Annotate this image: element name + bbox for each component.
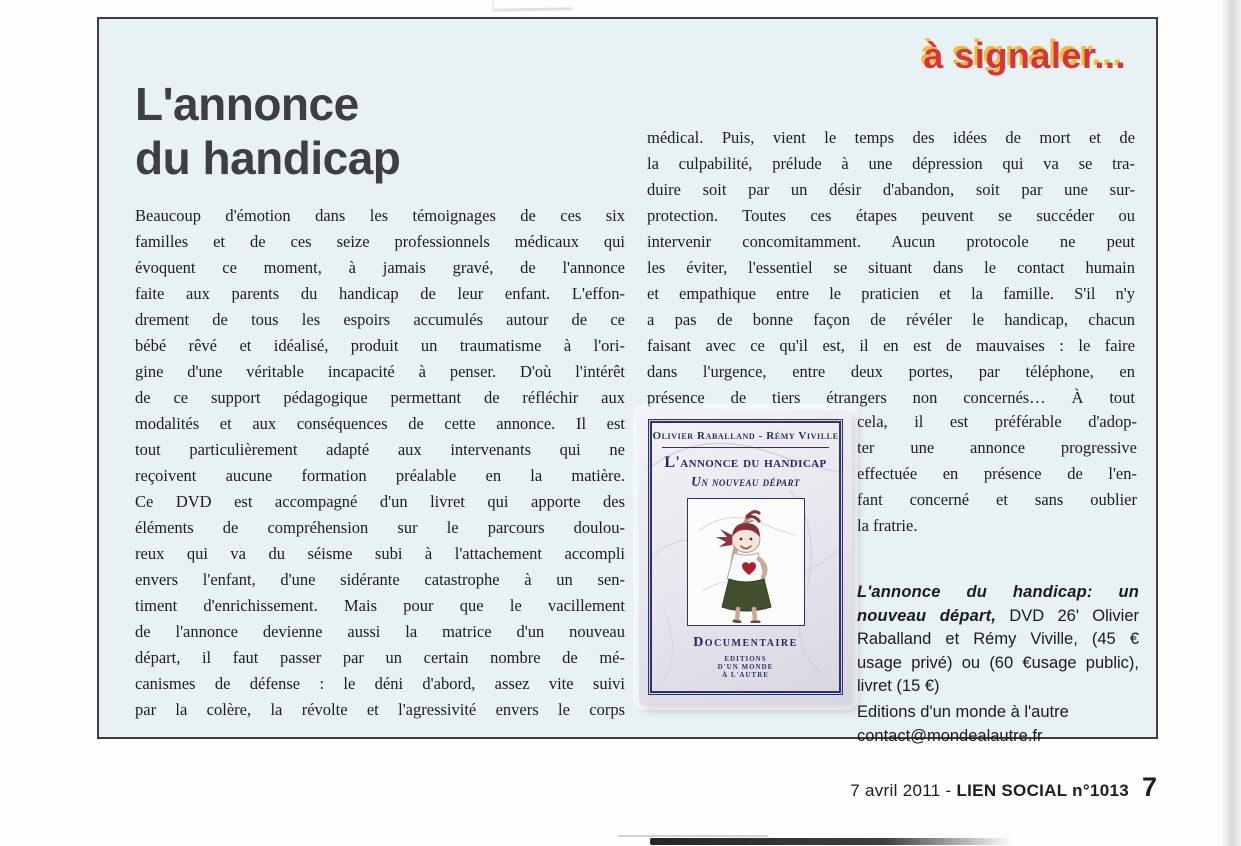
text-line: timent d'enrichissement. Mais pour que le vacillement bbox=[135, 596, 625, 615]
text-line: de ce support pédagogique permettant de réfléchir aux bbox=[135, 388, 625, 407]
text-line: cela, il est préférable d'adop- bbox=[857, 412, 1137, 431]
text-line: reçoivent aucune formation préalable en la matière. bbox=[135, 466, 625, 485]
text-line: protection. Toutes ces étapes peuvent se succéder ou bbox=[647, 206, 1135, 225]
dvd-authors: Olivier Raballand - Rémy Viville bbox=[652, 430, 839, 442]
text-line: fant concerné et sans oublier bbox=[857, 490, 1137, 509]
page-number: 7 bbox=[1141, 772, 1157, 802]
dvd-cover-image bbox=[639, 410, 852, 704]
text-line: la culpabilité, prélude à une dépression qui va se tra- bbox=[647, 154, 1135, 173]
page-footer bbox=[850, 772, 1157, 803]
right-column-wrapped bbox=[857, 409, 1137, 539]
right-column bbox=[647, 125, 1135, 411]
text-line: tout particulièrement adapté aux intervenants qui ne bbox=[135, 440, 625, 459]
text-line: a pas de bonne façon de révéler le handicap, chacun bbox=[647, 310, 1135, 329]
text-line: et empathique entre le praticien et la famille. S'il n'y bbox=[647, 284, 1135, 303]
text-line: familles et de ces seize professionnels médicaux qui bbox=[135, 232, 625, 251]
scan-artifact-line bbox=[618, 835, 768, 837]
text-line: canismes de défense : le déni d'abord, assez vite suivi bbox=[135, 674, 625, 693]
publisher-logo-line: D'UN MONDE bbox=[717, 663, 774, 671]
article-panel bbox=[97, 17, 1158, 745]
dvd-publisher-logo bbox=[718, 655, 774, 679]
caption-title: L'annonce du handicap: un nouveau départ, bbox=[857, 583, 1139, 625]
text-line: intervenir concomitamment. Aucun protocole ne peut bbox=[647, 232, 1135, 251]
dvd-subtitle: Un nouveau départ bbox=[691, 474, 800, 489]
text-line: départ, il faut passer par un certain nombre de mé- bbox=[135, 648, 625, 667]
caption-contact-email: contact@mondealautre.fr bbox=[857, 726, 1043, 745]
footer-magazine-title: LIEN SOCIAL n°1013 bbox=[956, 781, 1129, 800]
text-line: la fratrie. bbox=[857, 516, 918, 535]
scan-artifact-top bbox=[492, 0, 572, 12]
text-line: Ce DVD est accompagné d'un livret qui apporte des bbox=[135, 492, 625, 511]
dvd-title: L'annonce du handicap bbox=[664, 454, 827, 471]
article-title-line1: L'annonce bbox=[135, 78, 359, 130]
text-line: dans l'urgence, entre deux portes, par téléphone, en bbox=[647, 362, 1135, 381]
text-line: gine d'une véritable incapacité à penser. D'où l'intérêt bbox=[135, 362, 625, 381]
scan-artifact-bar bbox=[650, 838, 1012, 845]
caption-publisher: Editions d'un monde à l'autre bbox=[857, 702, 1069, 721]
scan-page-edge bbox=[1221, 0, 1241, 846]
text-line: reux qui va du séisme subi à l'attachement accompli bbox=[135, 544, 625, 563]
caption-details: DVD 26' Olivier Raballand et Rémy Viville, (45 € usage privé) ou (60 €usage public), livret (15 €) bbox=[857, 606, 1139, 695]
text-line: faite aux parents du handicap de leur enfant. L'effon- bbox=[135, 284, 625, 303]
text-line: duire soit par un désir d'abandon, soit par une sur- bbox=[647, 180, 1135, 199]
text-line: modalités et aux conséquences de cette annonce. Il est bbox=[135, 414, 625, 433]
text-line: effectuée en présence de l'en- bbox=[857, 464, 1137, 483]
caption-paragraph bbox=[857, 581, 1139, 699]
text-line: les éviter, l'essentiel se situant dans le contact humain bbox=[647, 258, 1135, 277]
section-header: à signaler... bbox=[923, 35, 1126, 76]
text-line: présence de tiers étrangers non concernés… À tout bbox=[647, 388, 1135, 407]
dvd-caption bbox=[857, 581, 1139, 748]
text-line: évoquent ce moment, à jamais gravé, de l'annonce bbox=[135, 258, 625, 277]
publisher-logo-line: EDITIONS bbox=[724, 655, 767, 663]
footer-separator: - bbox=[940, 781, 957, 800]
text-line: faisant avec ce qu'il est, il en est de mauvaises : le faire bbox=[647, 336, 1135, 355]
text-line: de l'annonce devienne aussi la matrice d'un nouveau bbox=[135, 622, 625, 641]
footer-date: 7 avril 2011 bbox=[850, 781, 941, 800]
dvd-genre-label: Documentaire bbox=[693, 635, 798, 650]
article-title-line2: du handicap bbox=[135, 132, 401, 184]
text-line: éléments de compréhension sur le parcours doulou- bbox=[135, 518, 625, 537]
text-line: médical. Puis, vient le temps des idées de mort et de bbox=[647, 128, 1135, 147]
text-line: drement de tous les espoirs accumulés autour de ce bbox=[135, 310, 625, 329]
divider-line bbox=[662, 447, 829, 448]
publisher-logo-line: À L'AUTRE bbox=[722, 671, 769, 679]
text-line: ter une annonce progressive bbox=[857, 438, 1137, 457]
text-line: par la colère, la révolte et l'agressivité envers le corps bbox=[135, 700, 625, 719]
text-line: envers l'enfant, d'une sidérante catastrophe à un sen- bbox=[135, 570, 625, 589]
left-column bbox=[135, 203, 625, 723]
girl-drawing-icon bbox=[691, 501, 801, 623]
text-line: Beaucoup d'émotion dans les témoignages de ces six bbox=[135, 206, 625, 225]
article-title bbox=[135, 77, 400, 185]
dvd-cover-frame bbox=[648, 419, 843, 695]
girl-illustration bbox=[687, 498, 805, 626]
text-line: bébé rêvé et idéalisé, produit un traumatisme à l'ori- bbox=[135, 336, 625, 355]
